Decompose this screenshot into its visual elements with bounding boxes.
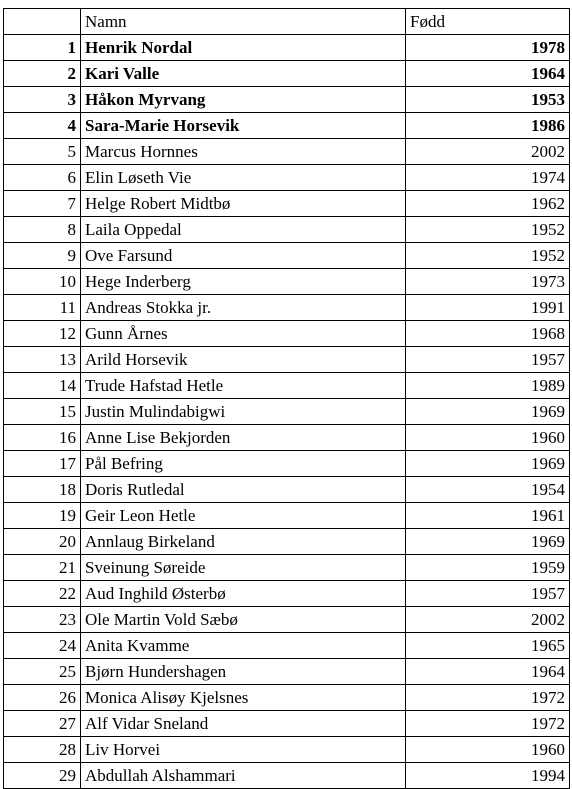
row-name-cell: Anne Lise Bekjorden: [81, 425, 406, 451]
row-name-cell: Hege Inderberg: [81, 269, 406, 295]
table-row: [4, 529, 570, 555]
row-name-cell: Trude Hafstad Hetle: [81, 373, 406, 399]
row-name-cell: Gunn Årnes: [81, 321, 406, 347]
row-number-cell: 25: [4, 659, 81, 685]
table-row: [4, 503, 570, 529]
row-year-cell: 1953: [406, 87, 570, 113]
table-row: [4, 711, 570, 737]
row-year-cell: 1978: [406, 35, 570, 61]
row-number-cell: 16: [4, 425, 81, 451]
row-year-cell: 2002: [406, 607, 570, 633]
row-year-cell: 1960: [406, 425, 570, 451]
row-year-cell: 1965: [406, 633, 570, 659]
row-year-cell: 1974: [406, 165, 570, 191]
row-number-cell: 29: [4, 763, 81, 789]
row-year-cell: 1957: [406, 347, 570, 373]
table-row: [4, 555, 570, 581]
row-number-cell: 18: [4, 477, 81, 503]
table-row: [4, 139, 570, 165]
table-row: [4, 685, 570, 711]
row-number-cell: 1: [4, 35, 81, 61]
row-year-cell: 1986: [406, 113, 570, 139]
row-number-cell: 3: [4, 87, 81, 113]
row-year-cell: 1959: [406, 555, 570, 581]
row-number-cell: 15: [4, 399, 81, 425]
table-row: [4, 35, 570, 61]
table-row: [4, 347, 570, 373]
row-name-cell: Aud Inghild Østerbø: [81, 581, 406, 607]
row-name-cell: Abdullah Alshammari: [81, 763, 406, 789]
row-number-cell: 11: [4, 295, 81, 321]
row-year-cell: 1952: [406, 217, 570, 243]
row-name-cell: Alf Vidar Sneland: [81, 711, 406, 737]
row-year-cell: 1972: [406, 711, 570, 737]
row-year-cell: 1973: [406, 269, 570, 295]
row-number-cell: 13: [4, 347, 81, 373]
table-row: [4, 399, 570, 425]
table-row: [4, 373, 570, 399]
table-row: [4, 243, 570, 269]
row-number-cell: 5: [4, 139, 81, 165]
row-name-cell: Ole Martin Vold Sæbø: [81, 607, 406, 633]
candidate-list-sheet: [3, 8, 569, 789]
row-name-cell: Arild Horsevik: [81, 347, 406, 373]
row-year-cell: 1994: [406, 763, 570, 789]
table-row: [4, 113, 570, 139]
row-name-cell: Håkon Myrvang: [81, 87, 406, 113]
row-year-cell: 1964: [406, 61, 570, 87]
row-name-cell: Justin Mulindabigwi: [81, 399, 406, 425]
table-row: [4, 165, 570, 191]
table-header-row: [4, 9, 570, 35]
row-number-cell: 23: [4, 607, 81, 633]
row-name-cell: Kari Valle: [81, 61, 406, 87]
row-number-cell: 24: [4, 633, 81, 659]
row-name-cell: Doris Rutledal: [81, 477, 406, 503]
row-number-cell: 9: [4, 243, 81, 269]
row-number-cell: 21: [4, 555, 81, 581]
row-number-cell: 2: [4, 61, 81, 87]
row-year-cell: 1968: [406, 321, 570, 347]
row-number-cell: 19: [4, 503, 81, 529]
table-row: [4, 295, 570, 321]
row-year-cell: 1962: [406, 191, 570, 217]
header-number-cell: [4, 9, 81, 35]
row-name-cell: Annlaug Birkeland: [81, 529, 406, 555]
table-row: [4, 451, 570, 477]
row-name-cell: Pål Befring: [81, 451, 406, 477]
row-year-cell: 1964: [406, 659, 570, 685]
row-year-cell: 1972: [406, 685, 570, 711]
row-year-cell: 1969: [406, 399, 570, 425]
header-year-cell: Fødd: [406, 9, 570, 35]
row-year-cell: 1952: [406, 243, 570, 269]
row-name-cell: Laila Oppedal: [81, 217, 406, 243]
row-year-cell: 1989: [406, 373, 570, 399]
table-row: [4, 633, 570, 659]
table-row: [4, 61, 570, 87]
row-name-cell: Henrik Nordal: [81, 35, 406, 61]
table-row: [4, 737, 570, 763]
row-year-cell: 1969: [406, 451, 570, 477]
row-year-cell: 1991: [406, 295, 570, 321]
table-row: [4, 191, 570, 217]
row-name-cell: Andreas Stokka jr.: [81, 295, 406, 321]
row-number-cell: 4: [4, 113, 81, 139]
row-number-cell: 20: [4, 529, 81, 555]
table-row: [4, 87, 570, 113]
row-name-cell: Geir Leon Hetle: [81, 503, 406, 529]
row-number-cell: 12: [4, 321, 81, 347]
row-name-cell: Monica Alisøy Kjelsnes: [81, 685, 406, 711]
row-number-cell: 26: [4, 685, 81, 711]
row-number-cell: 22: [4, 581, 81, 607]
row-name-cell: Ove Farsund: [81, 243, 406, 269]
table-row: [4, 321, 570, 347]
row-name-cell: Elin Løseth Vie: [81, 165, 406, 191]
table-row: [4, 607, 570, 633]
table-body: [4, 35, 570, 789]
header-name-cell: Namn: [81, 9, 406, 35]
row-number-cell: 17: [4, 451, 81, 477]
row-year-cell: 1960: [406, 737, 570, 763]
table-row: [4, 763, 570, 789]
row-name-cell: Sara-Marie Horsevik: [81, 113, 406, 139]
row-number-cell: 14: [4, 373, 81, 399]
row-number-cell: 8: [4, 217, 81, 243]
row-year-cell: 2002: [406, 139, 570, 165]
row-number-cell: 28: [4, 737, 81, 763]
table-row: [4, 269, 570, 295]
row-name-cell: Bjørn Hundershagen: [81, 659, 406, 685]
row-number-cell: 27: [4, 711, 81, 737]
row-number-cell: 10: [4, 269, 81, 295]
row-name-cell: Helge Robert Midtbø: [81, 191, 406, 217]
row-number-cell: 6: [4, 165, 81, 191]
table-row: [4, 217, 570, 243]
candidate-table: [3, 8, 570, 789]
row-name-cell: Anita Kvamme: [81, 633, 406, 659]
row-year-cell: 1961: [406, 503, 570, 529]
row-name-cell: Liv Horvei: [81, 737, 406, 763]
row-number-cell: 7: [4, 191, 81, 217]
table-row: [4, 425, 570, 451]
table-row: [4, 581, 570, 607]
row-year-cell: 1969: [406, 529, 570, 555]
row-name-cell: Marcus Hornnes: [81, 139, 406, 165]
table-row: [4, 477, 570, 503]
table-row: [4, 659, 570, 685]
row-year-cell: 1957: [406, 581, 570, 607]
row-name-cell: Sveinung Søreide: [81, 555, 406, 581]
row-year-cell: 1954: [406, 477, 570, 503]
